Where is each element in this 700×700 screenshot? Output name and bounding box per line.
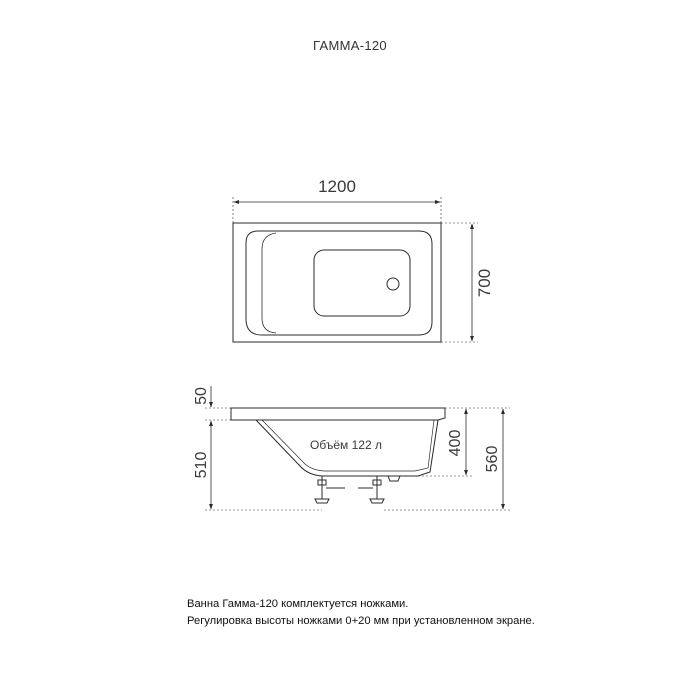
tub-floor [314,250,410,316]
tub-rim [231,408,445,420]
backrest-line [262,233,276,333]
tub-inner-bowl [246,231,432,335]
leg-right [358,476,384,503]
inner-depth-label: 400 [447,429,464,457]
leg-left [315,476,345,503]
drain-icon [387,278,399,290]
side-height-label: 510 [193,451,210,479]
drain-fitting [388,476,400,481]
rim-label: 50 [193,387,210,405]
note-line-2: Регулировка высоты ножками 0+20 мм при установленном экране. [187,615,535,627]
depth-label: 700 [475,268,494,298]
total-height-label: 560 [484,445,501,473]
note-line-1: Ванна Гамма-120 комплектуется ножками. [187,598,409,610]
side-view [231,408,445,503]
volume-label: Объём 122 л [310,438,382,452]
width-label: 1200 [318,177,356,196]
top-view [233,223,441,342]
drawing-title: ГАММА-120 [313,38,387,53]
